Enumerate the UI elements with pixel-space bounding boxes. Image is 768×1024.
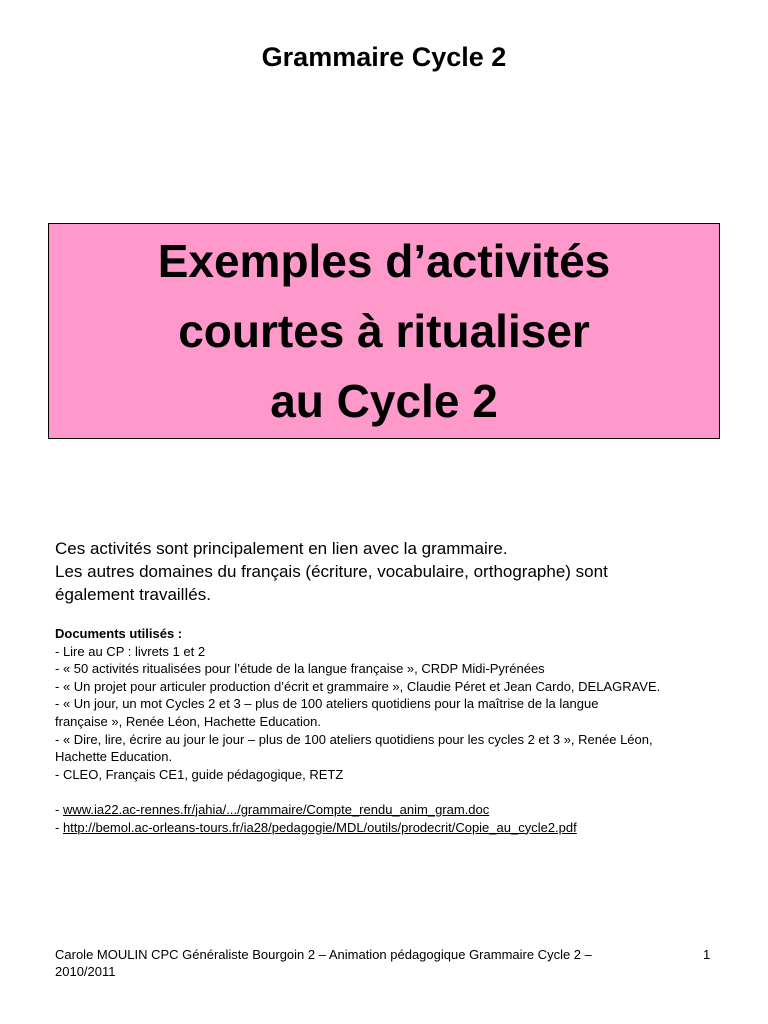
title-line: au Cycle 2 [270,375,498,427]
footer [55,946,715,980]
intro-paragraph [55,537,715,606]
spacer [55,783,725,801]
link-ia22[interactable]: www.ia22.ac-rennes.fr/jahia/.../grammaire/Compte_rendu_anim_gram.doc [62,801,490,817]
document-item: - Lire au CP : livrets 1 et 2 [55,643,206,659]
intro-line: Les autres domaines du français (écriture, vocabulaire, orthographe) sont [55,562,608,581]
document-item: - « Un jour, un mot Cycles 2 et 3 – plus de 100 ateliers quotidiens pour la maîtrise de la langue [55,696,599,712]
footer-line: 2010/2011 [55,964,116,979]
intro-line: Ces activités sont principalement en lien avec la grammaire. [55,539,508,558]
page-number: 1 [703,947,711,962]
document-item: - « Un projet pour articuler production d’écrit et grammaire », Claudie Péret et Jean Cardo, DELAGRAVE. [55,678,661,694]
title-line: courtes à ritualiser [178,305,590,357]
document-item: - « Dire, lire, écrire au jour le jour – plus de 100 ateliers quotidiens pour les cycles 2 et 3 », Renée Léon, [55,731,653,747]
title-box [48,223,720,439]
link-item [55,819,725,837]
link-item [55,801,725,819]
intro-line: également travaillés. [55,585,211,604]
link-prefix: - [55,801,63,817]
link-prefix: - [55,819,63,835]
footer-line: Carole MOULIN CPC Généraliste Bourgoin 2 – Animation pédagogique Grammaire Cycle 2 – [55,947,592,962]
page-title: Grammaire Cycle 2 [261,42,507,72]
document-item: Hachette Education. [55,749,173,765]
documents-heading: Documents utilisés : [55,626,183,641]
documents-list [55,625,725,836]
document-item: - « 50 activités ritualisées pour l’étude de la langue française », CRDP Midi-Pyrénées [55,661,545,677]
title-line: Exemples d’activités [157,235,611,287]
document-item: - CLEO, Français CE1, guide pédagogique, RETZ [55,766,344,782]
link-bemol[interactable]: http://bemol.ac-orleans-tours.fr/ia28/pedagogie/MDL/outils/prodecrit/Copie_au_cycle2.pdf [62,819,577,835]
document-item: française », Renée Léon, Hachette Education. [55,713,321,729]
